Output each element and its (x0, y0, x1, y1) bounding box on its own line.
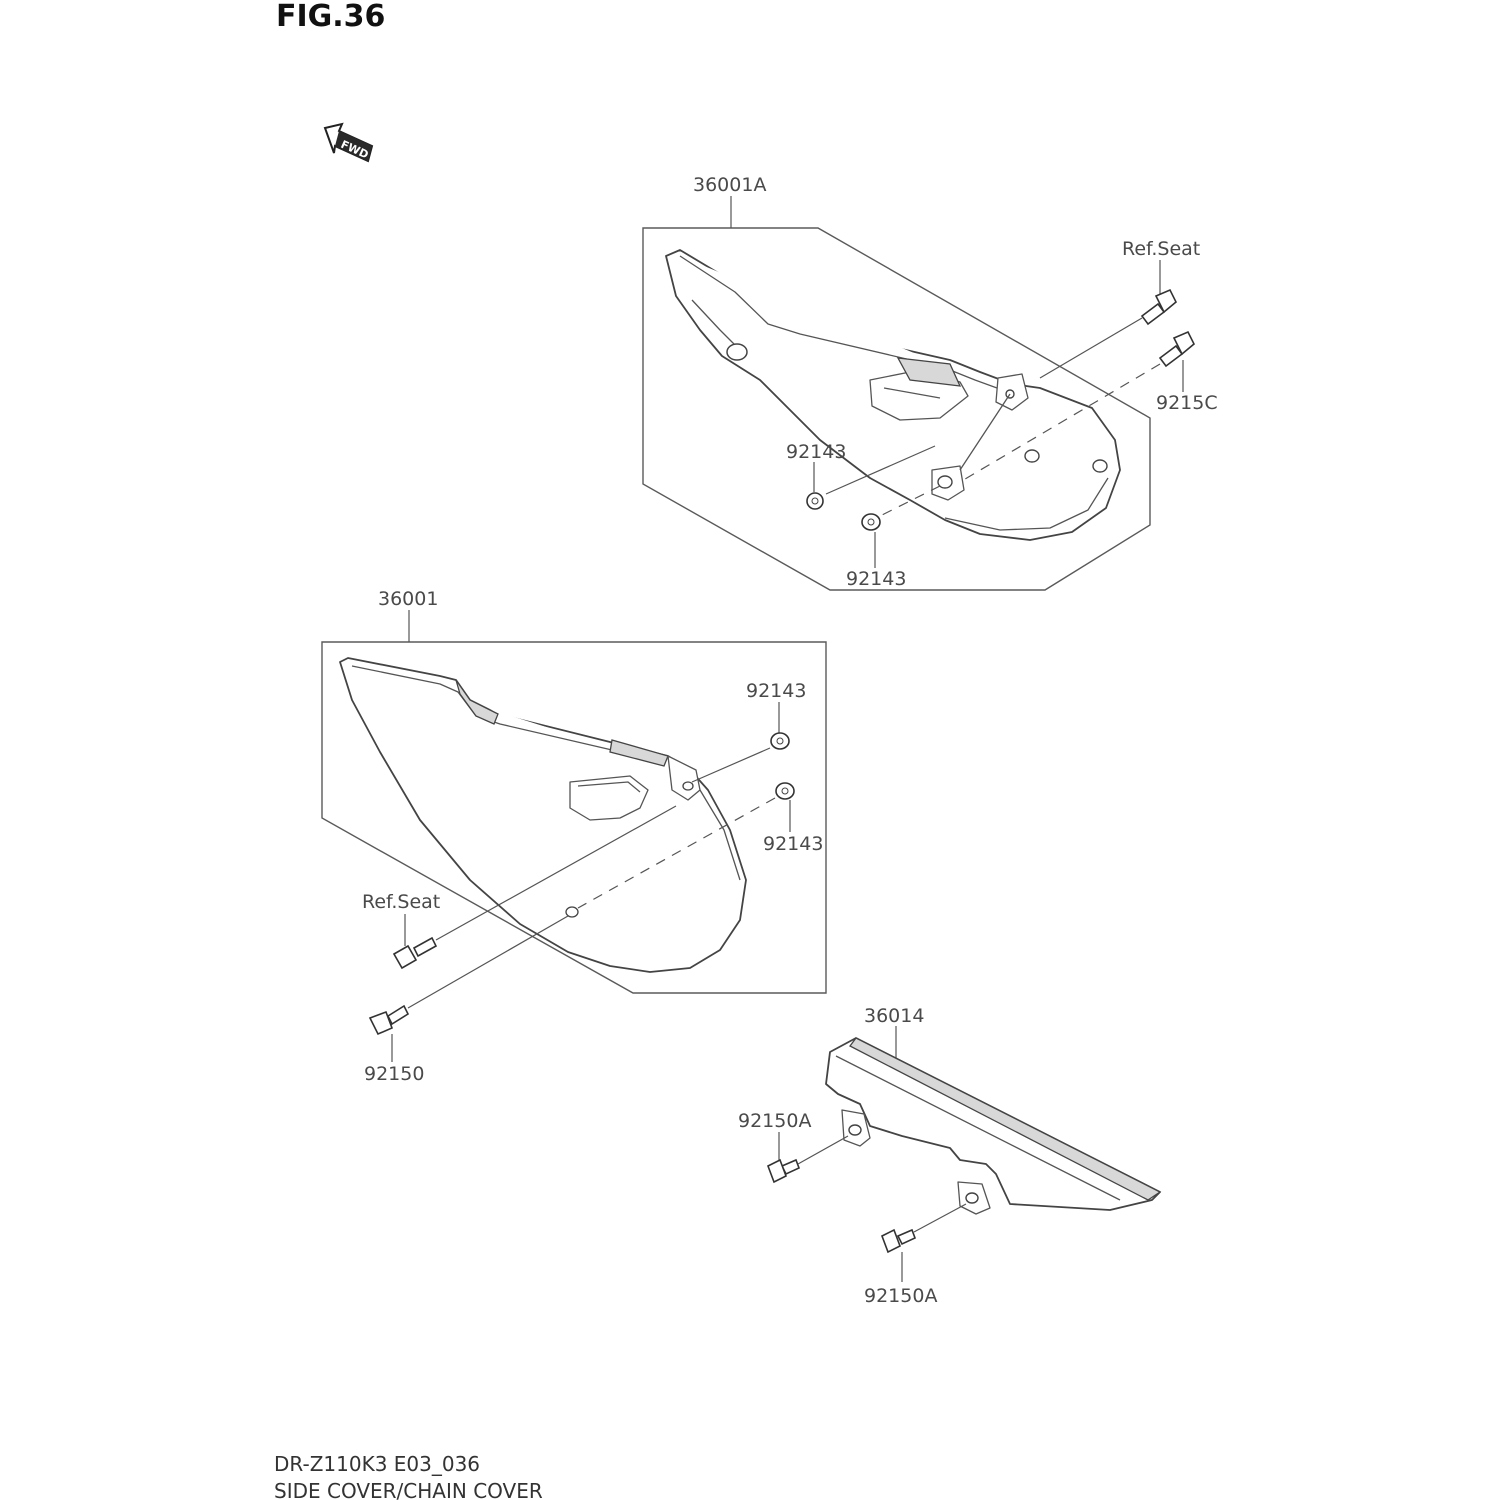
callout-92150: 92150 (364, 1063, 425, 1085)
lower-side-cover (340, 658, 746, 972)
callout-92150a-2: 92150A (864, 1285, 938, 1307)
bolt-icon (1160, 332, 1194, 366)
bolt-icon (768, 1160, 799, 1182)
callout-92143-upper-1: 92143 (786, 441, 847, 463)
bolt-icon (370, 1006, 408, 1034)
fwd-arrow-icon (325, 124, 372, 161)
footer-model-code: DR-Z110K3 E03_036 (274, 1452, 481, 1476)
upper-side-cover (666, 250, 1120, 540)
callout-36014: 36014 (864, 1005, 925, 1027)
callout-ref-seat-upper: Ref.Seat (1122, 238, 1201, 260)
bolt-icon (394, 938, 436, 968)
fwd-label: FWD (338, 137, 371, 162)
callout-92143-lower-1: 92143 (746, 680, 807, 702)
footer-section-name: SIDE COVER/CHAIN COVER (274, 1479, 543, 1500)
callout-9215c: 9215C (1156, 392, 1218, 414)
callout-92150a-1: 92150A (738, 1110, 812, 1132)
figure-title: FIG.36 (276, 0, 386, 34)
callout-36001: 36001 (378, 588, 439, 610)
callout-92143-upper-2: 92143 (846, 568, 907, 590)
bolt-icon (1142, 290, 1176, 324)
callout-92143-lower-2: 92143 (763, 833, 824, 855)
callout-36001a: 36001A (693, 174, 767, 196)
chain-cover (826, 1038, 1160, 1214)
bolt-icon (882, 1230, 915, 1252)
callout-ref-seat-lower: Ref.Seat (362, 891, 441, 913)
